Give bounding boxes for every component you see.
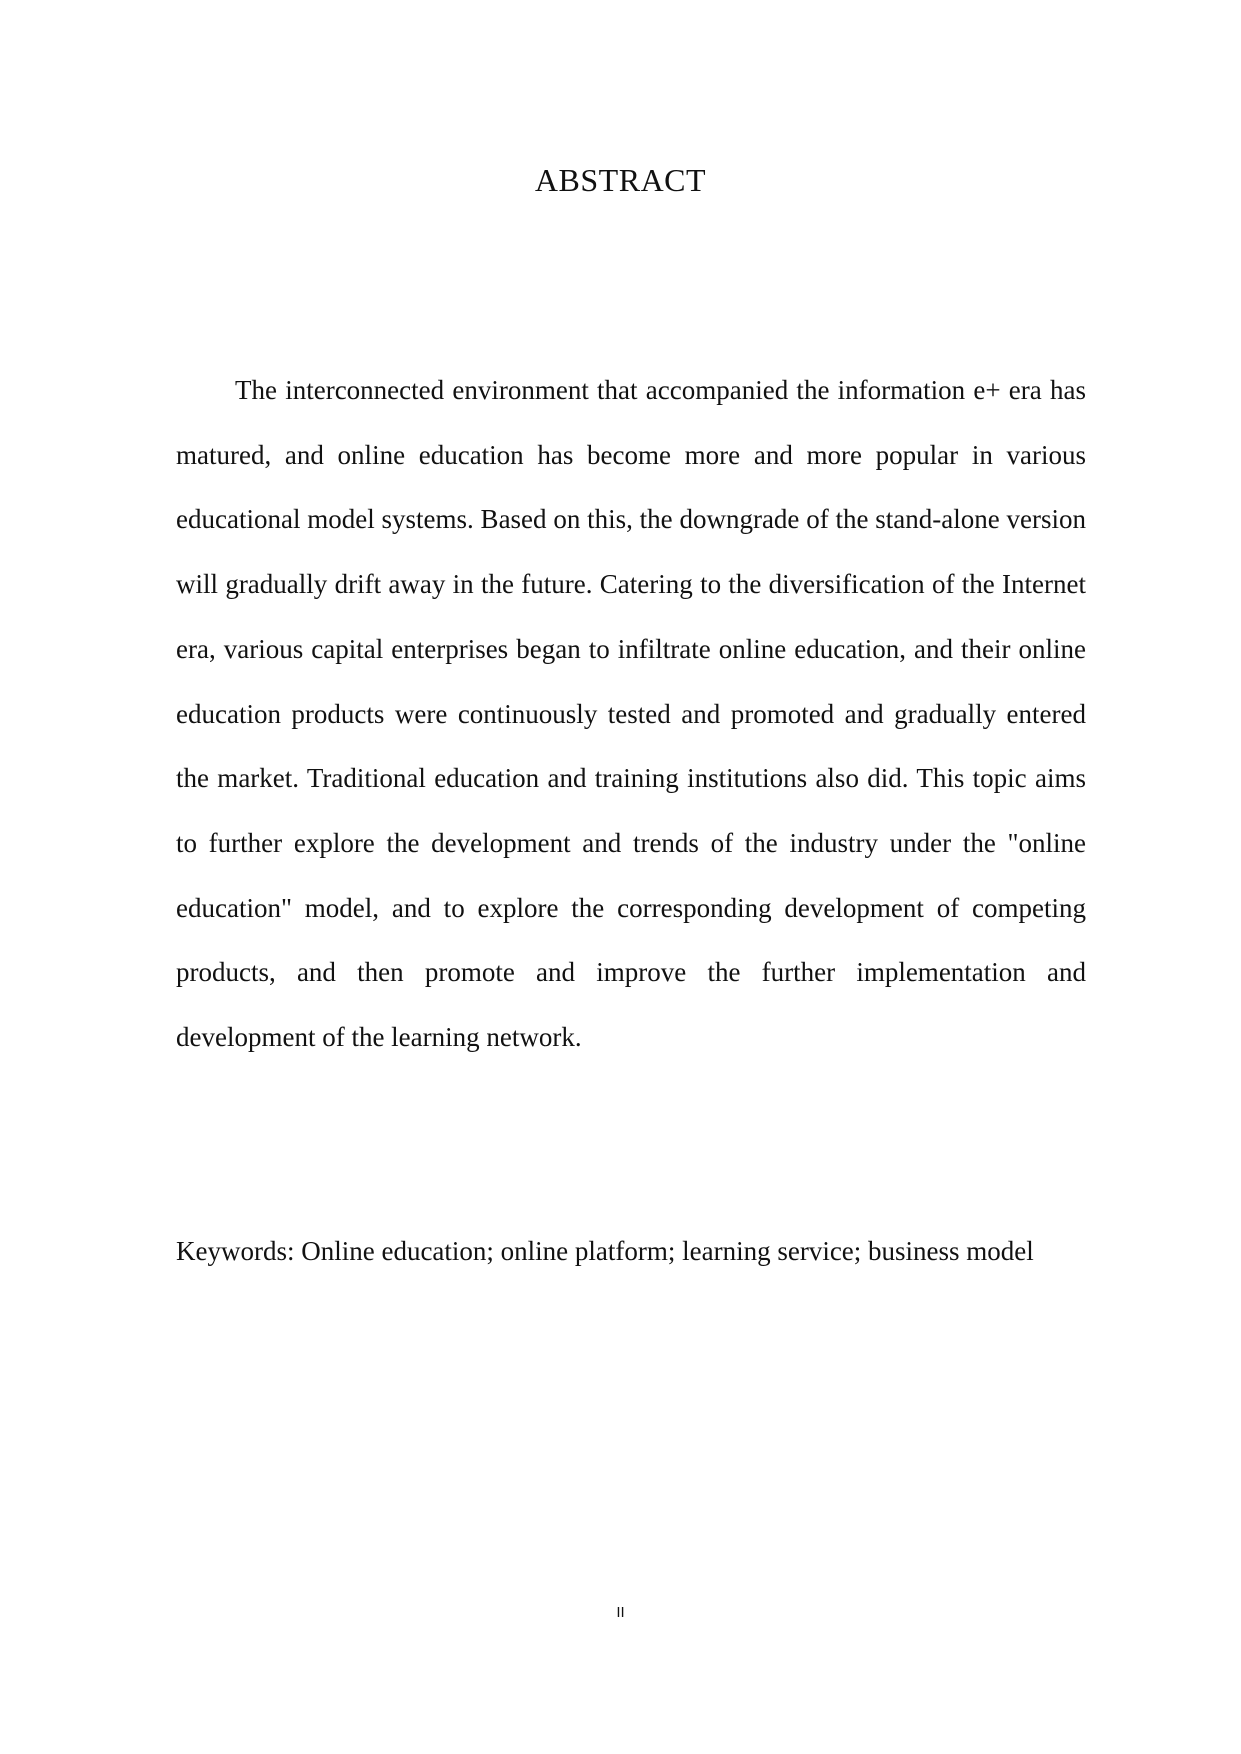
page-title: ABSTRACT <box>534 162 707 198</box>
page-number: II <box>616 1604 625 1621</box>
abstract-paragraph: The interconnected environment that accompanied the information e+ era has matured, and online education has become more and more popular in various educational model systems. Based on this, the downgrade of the stand-alone version will gradually drift away in the future. Catering to the diversification of the Internet era, various capital enterprises began to infiltrate online education, and their online education products were continuously tested and promoted and gradually entered the market. Traditional education and training institutions also did. This topic aims to further explore the development and trends of the industry under the "online education" model, and to explore the corresponding development of competing products, and then promote and improve the further implementation and development of the learning network. <box>176 375 1086 1053</box>
keywords-line: Keywords: Online education; online platform; learning service; business model <box>176 1236 1034 1266</box>
